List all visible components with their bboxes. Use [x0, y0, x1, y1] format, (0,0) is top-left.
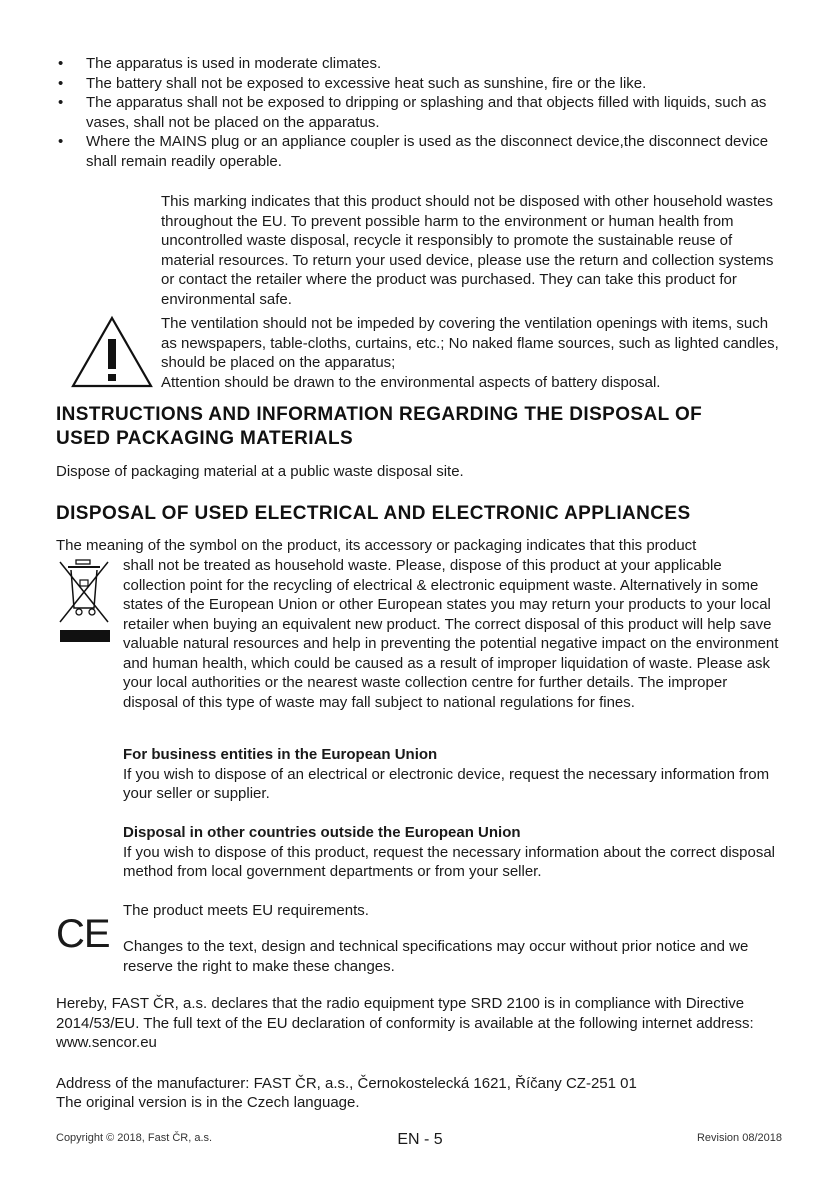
bullet-text: The apparatus shall not be exposed to dripping or splashing and that objects filled with liquids, such as vases, shall not be placed on the apparatus. — [86, 94, 767, 131]
eu-entities-title: For business entities in the European Union — [123, 746, 438, 763]
bullet-item — [56, 93, 796, 132]
appliances-body: shall not be treated as household waste. Please, dispose of this product at your applicable collection point for the recycling of electrical & electronic equipment waste. Alternatively in some states of the European Union or other European states you may return your products to your local retailer when buying an equivalent new product. The correct disposal of this product will help save valuable natural resources and help in preventing the potential negative impact on the environment and human health, which could be caused as a result of improper liquidation of waste. Please ask your local authorities or the nearest waste collection centre for further details. The improper disposal of this type of waste may fall subject to national regulations for fines. — [123, 557, 779, 711]
warning-triangle-icon — [70, 315, 154, 389]
bullet-item — [56, 54, 796, 74]
weee-marking-text: This marking indicates that this product should not be disposed with other household wastes throughout the EU. To prevent possible harm to the environment or human health from uncontrolled waste disposal, recycle it responsibly to promote the sustainable reuse of material resources. To return your used device, please use the return and collection systems or contact the retailer where the product was purchased. They can take this product for environmental safe. — [161, 193, 774, 308]
packaging-text: Dispose of packaging material at a public waste disposal site. — [56, 463, 464, 480]
ce-requirements: The product meets EU requirements. — [123, 902, 369, 919]
ce-changes: Changes to the text, design and technical specifications may occur without prior notice and we reserve the right to make these changes. — [123, 938, 749, 975]
other-countries-section — [123, 823, 788, 882]
crossed-bin-icon — [58, 556, 110, 646]
bullet-text: The apparatus is used in moderate climates. — [86, 55, 382, 72]
bullet-dot: • — [58, 74, 64, 92]
eu-entities-section — [123, 745, 788, 804]
packaging-heading — [56, 403, 702, 451]
original-language-note: The original version is in the Czech language. — [56, 1094, 360, 1111]
other-countries-text: If you wish to dispose of this product, request the necessary information about the correct disposal method from local government departments or from your seller. — [123, 843, 776, 880]
ce-mark-icon: CE — [56, 912, 110, 956]
bullet-dot: • — [58, 55, 64, 72]
appliances-heading: DISPOSAL OF USED ELECTRICAL AND ELECTRONIC APPLIANCES — [56, 503, 691, 524]
appliances-intro: The meaning of the symbol on the product, its accessory or packaging indicates that this product — [56, 537, 697, 554]
declaration-text: Hereby, FAST ČR, a.s. declares that the radio equipment type SRD 2100 is in compliance with Directive 2014/53/EU. The full text of the EU declaration of conformity is available at the following internet address: www.sencor.eu — [56, 995, 754, 1051]
ventilation-paragraph: The ventilation should not be impeded by covering the ventilation openings with items, such as newspapers, table-cloths, curtains, etc.; No naked flame sources, such as lighted candles, should be placed on the apparatus; — [161, 315, 779, 371]
bullet-dot: • — [58, 94, 64, 111]
page-number: EN - 5 — [397, 1131, 443, 1148]
battery-disposal-line: Attention should be drawn to the environmental aspects of battery disposal. — [161, 373, 661, 391]
packaging-heading-line: INSTRUCTIONS AND INFORMATION REGARDING THE DISPOSAL OF — [56, 404, 703, 425]
ventilation-text — [161, 314, 781, 392]
bullet-text: Where the MAINS plug or an appliance coupler is used as the disconnect device,the disconnect device shall remain readily operable. — [86, 133, 769, 170]
other-countries-title: Disposal in other countries outside the European Union — [123, 824, 521, 841]
bullet-item — [56, 74, 796, 94]
packaging-heading-line: USED PACKAGING MATERIALS — [56, 428, 354, 449]
bullet-dot: • — [58, 133, 64, 150]
manufacturer-address: Address of the manufacturer: FAST ČR, a.s., Černokostelecká 1621, Říčany CZ-251 01 — [56, 1075, 637, 1092]
safety-bullet-list — [56, 54, 796, 171]
footer-revision: Revision 08/2018 — [696, 1132, 782, 1144]
bullet-item — [56, 132, 796, 171]
footer-copyright: Copyright © 2018, Fast ČR, a.s. — [56, 1132, 213, 1144]
bullet-text: The battery shall not be exposed to excessive heat such as sunshine, fire or the like. — [86, 74, 647, 92]
eu-entities-text: If you wish to dispose of an electrical or electronic device, request the necessary information from your seller or supplier. — [123, 765, 770, 802]
